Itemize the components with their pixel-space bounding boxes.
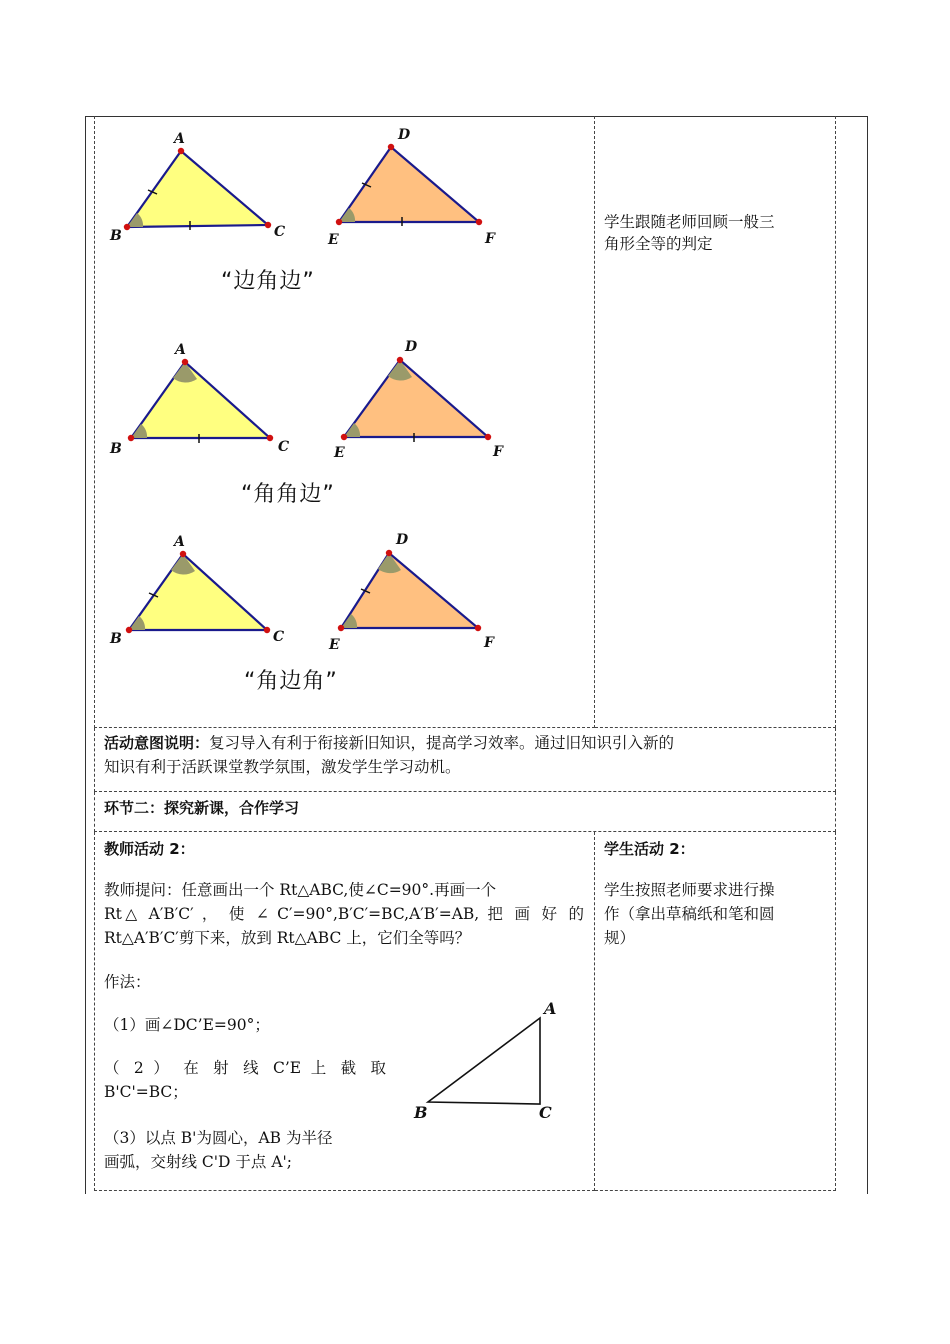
- vertex-label: F: [484, 635, 494, 651]
- teacher-question-line1: 教师提问：任意画出一个 Rt△ABC,使∠C=90°.再画一个: [104, 881, 497, 899]
- intent-line2: 知识有利于活跃课堂教学氛围，激发学生学习动机。: [104, 758, 461, 776]
- sas-right-triangle: [327, 127, 496, 248]
- vertex-label: E: [329, 637, 340, 653]
- vertex-label: B: [110, 228, 122, 244]
- vertex-label: B: [110, 631, 122, 647]
- right-triangle-figure: [400, 995, 580, 1125]
- vertex-label: B: [414, 1103, 428, 1122]
- vertex-label: B: [110, 441, 122, 457]
- sas-left-triangle: [109, 131, 285, 244]
- vertex-label: F: [485, 231, 495, 247]
- vertex-label: C: [274, 224, 286, 240]
- aas-right-triangle: [333, 339, 504, 461]
- student-text-line1: 学生按照老师要求进行操: [604, 881, 775, 899]
- teacher-heading: 教师活动 2：: [104, 840, 195, 858]
- teacher-question-line2: Rt△ A′B′C′ ， 使 ∠ C′=90°,B′C′=BC,A′B′=AB, 把 画 好 的: [104, 905, 584, 923]
- step-2-line1: （ 2 ） 在 射 线 C’E 上 截 取: [104, 1059, 386, 1077]
- student-text-line2: 作（拿出草稿纸和笔和圆: [604, 905, 775, 923]
- method-label: 作法：: [104, 973, 151, 991]
- vertex-label: D: [405, 339, 418, 355]
- intent-label: 活动意图说明：: [104, 734, 210, 752]
- aas-left-triangle: [109, 342, 289, 457]
- vertex-label: A: [175, 342, 186, 358]
- caption-aas: “角角边”: [241, 482, 335, 507]
- vertex-label: D: [396, 532, 409, 548]
- vertex-label: C: [278, 439, 290, 455]
- step-3-line1: （3）以点 B'为圆心，AB 为半径: [104, 1129, 333, 1147]
- vertex-label: A: [174, 131, 185, 147]
- step-2-line2: B'C'=BC；: [104, 1083, 188, 1101]
- vertex-label: C: [273, 629, 285, 645]
- intent-text: 复习导入有利于衔接新旧知识，提高学习效率。通过旧知识引入新的: [209, 734, 675, 752]
- vertex-label: F: [493, 444, 503, 460]
- vertex-label: E: [328, 232, 339, 248]
- vertex-label: C: [539, 1103, 552, 1122]
- caption-sas: “边角边”: [221, 269, 315, 294]
- vertex-label: A: [544, 999, 557, 1018]
- vertex-label: A: [174, 534, 185, 550]
- student-review-line2: 角形全等的判定: [604, 235, 713, 253]
- vertex-label: D: [398, 127, 411, 143]
- section-title: 环节二：探究新课，合作学习: [104, 799, 300, 817]
- student-text-line3: 规）: [604, 929, 636, 947]
- caption-asa: “角边角”: [244, 669, 338, 694]
- student-heading: 学生活动 2：: [604, 840, 695, 858]
- asa-right-triangle: [328, 532, 495, 653]
- step-3-line2: 画弧，交射线 C'D 于点 A';: [104, 1153, 293, 1171]
- step-1: （1）画∠DC’E=90°；: [104, 1016, 270, 1034]
- intent-line1: [104, 731, 674, 755]
- student-review-line1: 学生跟随老师回顾一般三: [604, 213, 775, 231]
- teacher-question-line3: Rt△A′B′C′剪下来，放到 Rt△ABC 上，它们全等吗？: [104, 929, 471, 947]
- asa-left-triangle: [109, 534, 284, 647]
- vertex-label: E: [334, 445, 345, 461]
